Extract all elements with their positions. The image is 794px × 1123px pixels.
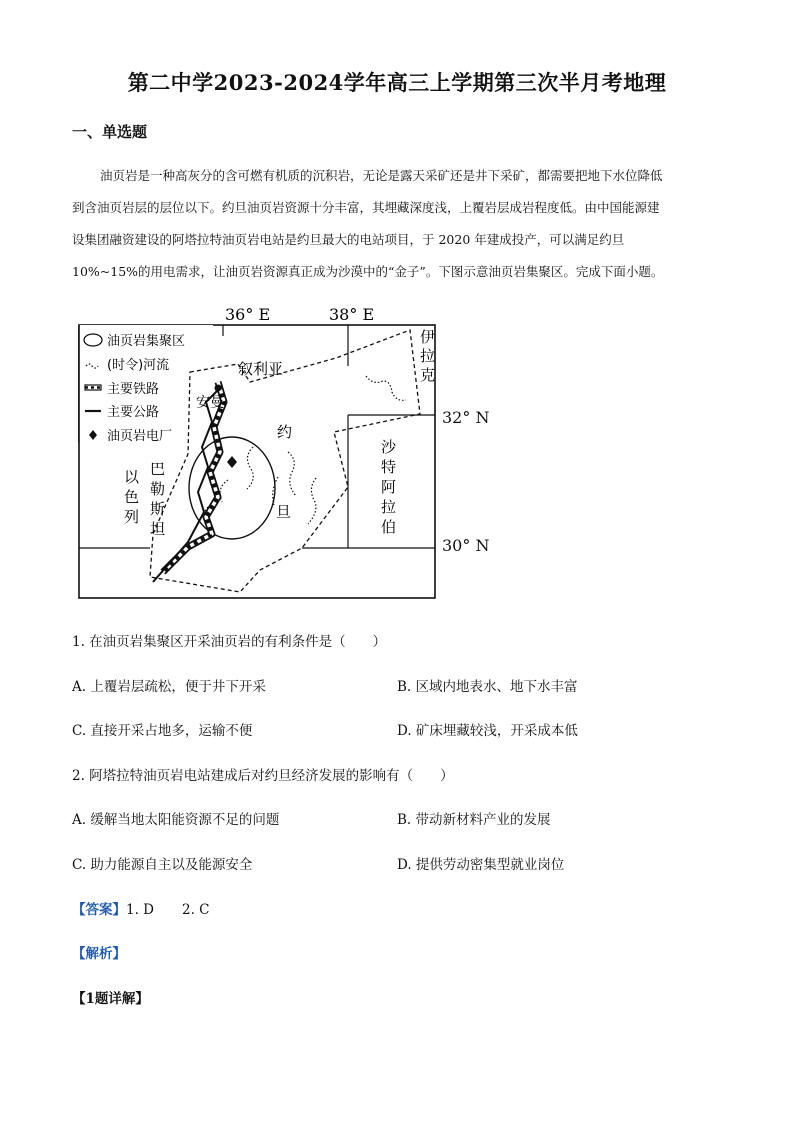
svg-text:坦: 坦: [150, 520, 166, 538]
section-heading: 一、单选题: [72, 123, 148, 141]
svg-text:阿: 阿: [381, 478, 397, 496]
svg-text:斯: 斯: [150, 500, 166, 518]
detail-tag: 【1题详解】: [72, 991, 149, 1007]
legend-road: 主要公路: [107, 405, 160, 420]
syria-label: 叙利亚: [238, 360, 284, 378]
passage-line-1: 油页岩是一种高灰分的含可燃有机质的沉积岩，无论是露天采矿还是井下采矿，都需要把地下水位降低: [100, 168, 663, 183]
lon-36-label: 36° E: [225, 305, 271, 324]
svg-text:以: 以: [124, 468, 140, 486]
q2-option-b[interactable]: B. 带动新材料产业的发展: [397, 812, 551, 828]
power-plant-marker: [227, 456, 237, 468]
answer-tag: 【答案】: [72, 902, 126, 918]
saudi-label: [381, 438, 397, 536]
q1-option-a[interactable]: A. 上覆岩层疏松，便于井下开采: [72, 679, 266, 695]
q2-option-a[interactable]: A. 缓解当地太阳能资源不足的问题: [72, 812, 280, 828]
palestine-label: [150, 460, 165, 538]
svg-text:特: 特: [381, 458, 397, 476]
svg-text:巴: 巴: [150, 460, 166, 478]
iraq-label: [420, 328, 435, 384]
q1-option-d[interactable]: D. 矿床埋藏较浅，开采成本低: [397, 723, 578, 739]
svg-text:勒: 勒: [150, 480, 166, 498]
passage-line-3: 设集团融资建设的阿塔拉特油页岩电站是约旦最大的电站项目，于 2020 年建成投产，可以满足约旦: [72, 232, 625, 247]
jordan-label-1: 约: [277, 423, 293, 441]
oil-shale-cluster: [189, 437, 275, 539]
analysis-tag: 【解析】: [72, 946, 126, 962]
legend-river: (时令)河流: [107, 358, 170, 373]
river-4: [220, 480, 228, 502]
lat-30-label: 30° N: [442, 536, 490, 555]
page-title: 第二中学2023-2024学年高三上学期第三次半月考地理: [127, 70, 667, 95]
answer-1: 1. D: [126, 902, 154, 918]
svg-text:拉: 拉: [381, 498, 397, 516]
river-5: [308, 478, 316, 524]
question-2-stem: 2. 阿塔拉特油页岩电站建成后对约旦经济发展的影响有（ ）: [72, 768, 454, 784]
svg-text:拉: 拉: [420, 347, 436, 365]
answer-line: [72, 898, 210, 918]
river-1: [288, 452, 296, 496]
legend-power-plant: 油页岩电厂: [107, 429, 173, 444]
q2-option-c[interactable]: C. 助力能源自主以及能源安全: [72, 857, 253, 873]
river-3: [247, 447, 253, 489]
svg-text:沙: 沙: [381, 438, 397, 456]
oil-shale-map: [78, 302, 442, 600]
q1-option-c[interactable]: C. 直接开采占地多，运输不便: [72, 723, 253, 739]
passage-line-4: 10%~15%的用电需求，让油页岩资源真正成为沙漠中的“金子”。下图示意油页岩集聚区。完成下面小题。: [72, 264, 664, 279]
passage-line-2: 到含油页岩层的层位以下。约旦油页岩资源十分丰富，其埋藏深度浅，上覆岩层成岩程度低。由中国能源建: [72, 200, 660, 215]
svg-text:色: 色: [124, 488, 140, 506]
legend-railway: 主要铁路: [107, 382, 160, 397]
answer-2: 2. C: [182, 902, 210, 918]
question-1-stem: 1. 在油页岩集聚区开采油页岩的有利条件是（ ）: [72, 634, 387, 650]
lon-38-label: 38° E: [329, 305, 375, 324]
israel-label: [124, 468, 140, 526]
svg-text:列: 列: [124, 508, 140, 526]
svg-text:克: 克: [420, 366, 436, 384]
lat-32-label: 32° N: [442, 408, 490, 427]
jordan-label-2: 旦: [276, 503, 292, 521]
svg-text:伯: 伯: [381, 518, 397, 536]
amman-label: 安曼: [196, 395, 224, 411]
river-east: [366, 376, 406, 400]
amman-point: [215, 385, 222, 392]
q1-option-b[interactable]: B. 区域内地表水、地下水丰富: [397, 679, 578, 695]
svg-text:伊: 伊: [420, 328, 436, 346]
legend-cluster: 油页岩集聚区: [107, 334, 186, 349]
q2-option-d[interactable]: D. 提供劳动密集型就业岗位: [397, 857, 565, 873]
